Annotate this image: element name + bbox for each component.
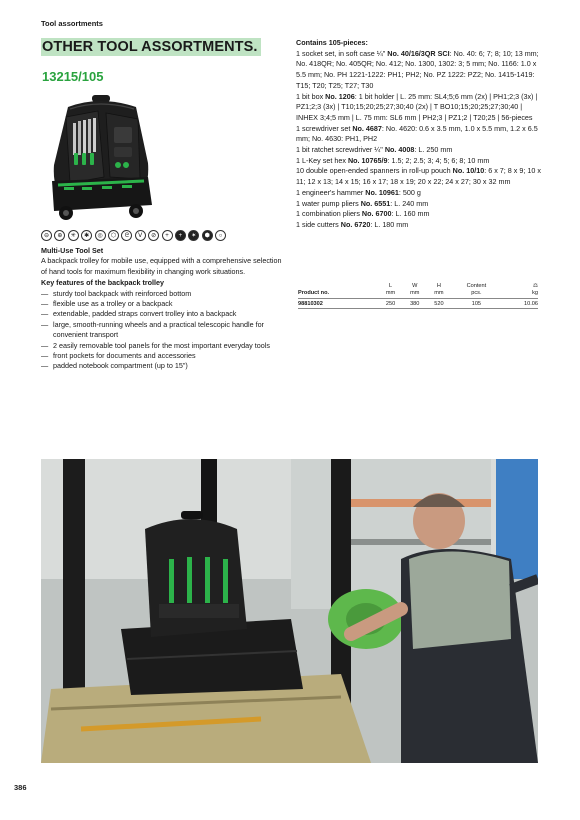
- hex-key-icon: ⬡: [108, 230, 119, 241]
- header-label: Content: [466, 283, 487, 289]
- content-text: 1 side cutters: [296, 219, 341, 229]
- content-text: : No. 40: 6; 7; 8; 10; 13 mm; No. 418QR; No. 405QR; No. 412; No. 1300, 1302: 3; 5 mm; No. 1166: 1.0 x 5.5 mm; No. PH 1221-1222: PH1; PH2; No. PZ 1222: PZ2; No. 1415-1419: T15; T20; T25; T27; T30: [296, 48, 539, 90]
- torx-star-icon: ✶: [188, 230, 199, 241]
- content-item: [296, 49, 546, 92]
- content-text: : 1.5; 2; 2.5; 3; 4; 5; 6; 8; 10 mm: [387, 155, 490, 165]
- feature-item: — front pockets for documents and accessories: [41, 351, 286, 361]
- screwdriver-torx-icon: ✱: [81, 230, 92, 241]
- header-label: L: [388, 283, 393, 289]
- spanner-icon: ᘓ: [121, 230, 132, 241]
- header-unit: mm: [385, 289, 396, 296]
- screwdriver-slotted-icon: ⊖: [41, 230, 52, 241]
- phillips-cross-icon: +: [162, 230, 173, 241]
- content-article-no: No. 10765/9: [347, 155, 388, 165]
- screwdriver-phillips-icon: ⊕: [54, 230, 65, 241]
- content-article-no: No. 6720: [340, 219, 371, 229]
- content-text: : 1 bit holder | L. 25 mm: SL4;5;6 mm (2x) | PH1;2;3 (3x) | PZ1;2;3 (3x) | T10;15;20;25;27;30;40 (2x) | T BO10;15;20;25;27;30;40 | INHEX 3;4;5 mm | L. 75 mm: SL6 mm | PH2;3 | PZ1;2 | T20;25 | 56-pieces: [296, 91, 538, 122]
- cell-length: 250: [378, 299, 402, 309]
- content-text: : No. 4620: 0.6 x 3.5 mm, 1.0 x 5.5 mm, 1.2 x 6.5 mm; No. 4630: PH1, PH2: [296, 123, 538, 144]
- content-article-no: No. 10/10: [452, 166, 485, 176]
- hex-solid-icon: ⬢: [202, 230, 213, 241]
- content-article-no: No. 4687: [352, 123, 382, 133]
- content-text: : 500 g: [398, 187, 421, 197]
- content-text: 1 engineer's hammer: [296, 187, 366, 197]
- feature-item: — padded notebook compartment (up to 15"): [41, 361, 286, 371]
- cell-weight: 10.06: [502, 299, 538, 309]
- description-column: [41, 246, 286, 372]
- weight-icon: ⚖: [532, 283, 538, 289]
- bit-holder-icon: ◎: [95, 230, 106, 241]
- description-subtitle: Multi-Use Tool Set: [41, 246, 104, 255]
- header-content: [451, 283, 502, 299]
- content-text: 1 screwdriver set: [296, 123, 353, 133]
- features-heading: Key features of the backpack trolley: [41, 278, 165, 288]
- header-height: [427, 283, 451, 299]
- content-article-no: No. 4008: [384, 145, 415, 155]
- spec-table: [298, 283, 538, 309]
- cell-product-no: 98810302: [298, 299, 378, 309]
- feature-item: — sturdy tool backpack with reinforced bottom: [41, 289, 286, 299]
- header-unit: mm: [434, 289, 444, 296]
- content-item: [296, 220, 546, 231]
- cell-height: 520: [427, 299, 451, 309]
- pozi-cross-icon: +: [175, 230, 186, 241]
- header-weight: [502, 283, 538, 299]
- content-article-no: No. 10961: [365, 187, 399, 197]
- feature-item: — 2 easily removable tool panels for the most important everyday tools: [41, 341, 286, 351]
- header-label: Product no.: [298, 289, 330, 296]
- page-title: OTHER TOOL ASSORTMENTS.: [41, 38, 261, 56]
- content-text: : 6 x 7; 8 x 9; 10 x 11; 12 x 13; 14 x 15; 16 x 17; 18 x 19; 20 x 22; 24 x 27; 30 x 32 mm: [296, 166, 541, 187]
- content-text: : L. 250 mm: [414, 145, 453, 155]
- table-header-row: [298, 283, 538, 299]
- product-image-backpack: [40, 93, 160, 223]
- feature-item: — flexible use as a trolley or a backpack: [41, 299, 286, 309]
- content-text: 1 bit box: [296, 91, 326, 101]
- header-label: H: [436, 283, 441, 289]
- content-article-no: No. 1206: [325, 91, 355, 101]
- content-item: [296, 156, 546, 167]
- page-number: 386: [14, 783, 27, 792]
- section-label: Tool assortments: [41, 19, 103, 28]
- header-unit: mm: [410, 289, 420, 296]
- content-text: : L. 180 mm: [370, 219, 409, 229]
- contents-column: [296, 38, 546, 231]
- content-item: [296, 92, 546, 124]
- content-article-no: No. 6700: [361, 209, 392, 219]
- feature-item: — extendable, padded straps convert trolley into a backpack: [41, 309, 286, 319]
- cutter-icon: ⊘: [148, 230, 159, 241]
- header-label: W: [412, 283, 418, 289]
- pliers-icon: ᐯ: [135, 230, 146, 241]
- header-unit: kg: [532, 289, 538, 296]
- content-item: [296, 209, 546, 220]
- content-item: [296, 199, 546, 210]
- photo-forklift-worker: [41, 459, 538, 763]
- content-item: [296, 166, 546, 187]
- content-item: [296, 188, 546, 199]
- content-item: [296, 145, 546, 156]
- features-list: [41, 289, 286, 372]
- header-product-no: [298, 283, 378, 299]
- header-width: [403, 283, 427, 299]
- header-unit: pcs.: [471, 289, 482, 296]
- content-text: 1 combination pliers: [296, 209, 362, 219]
- content-text: 10 double open-ended spanners in roll-up pouch: [296, 166, 453, 176]
- content-article-no: No. 40/16/3QR SCI: [387, 48, 450, 58]
- content-article-no: No. 6551: [360, 198, 391, 208]
- header-length: [378, 283, 402, 299]
- content-text: : L. 240 mm: [390, 198, 429, 208]
- ring-icon: ○: [215, 230, 226, 241]
- content-text: : L. 160 mm: [391, 209, 430, 219]
- content-text: 1 bit ratchet screwdriver ¼": [296, 145, 385, 155]
- contents-heading: Contains 105-pieces:: [296, 38, 368, 47]
- content-text: 1 socket set, in soft case ¼": [296, 48, 388, 58]
- content-text: 1 L-Key set hex: [296, 155, 348, 165]
- product-code: 13215/105: [42, 69, 104, 84]
- cell-content: 105: [451, 299, 502, 309]
- tool-icons-row: [41, 230, 226, 241]
- feature-item: — large, smooth-running wheels and a practical telescopic handle for convenient transport: [41, 320, 286, 341]
- content-item: [296, 124, 546, 145]
- table-row: [298, 299, 538, 309]
- description-intro: A backpack trolley for mobile use, equipped with a comprehensive selection of hand tools for maximum flexibility in changing work situations.: [41, 256, 282, 276]
- content-text: 1 water pump pliers: [296, 198, 361, 208]
- cell-width: 380: [403, 299, 427, 309]
- screwdriver-pozidriv-icon: ✳: [68, 230, 79, 241]
